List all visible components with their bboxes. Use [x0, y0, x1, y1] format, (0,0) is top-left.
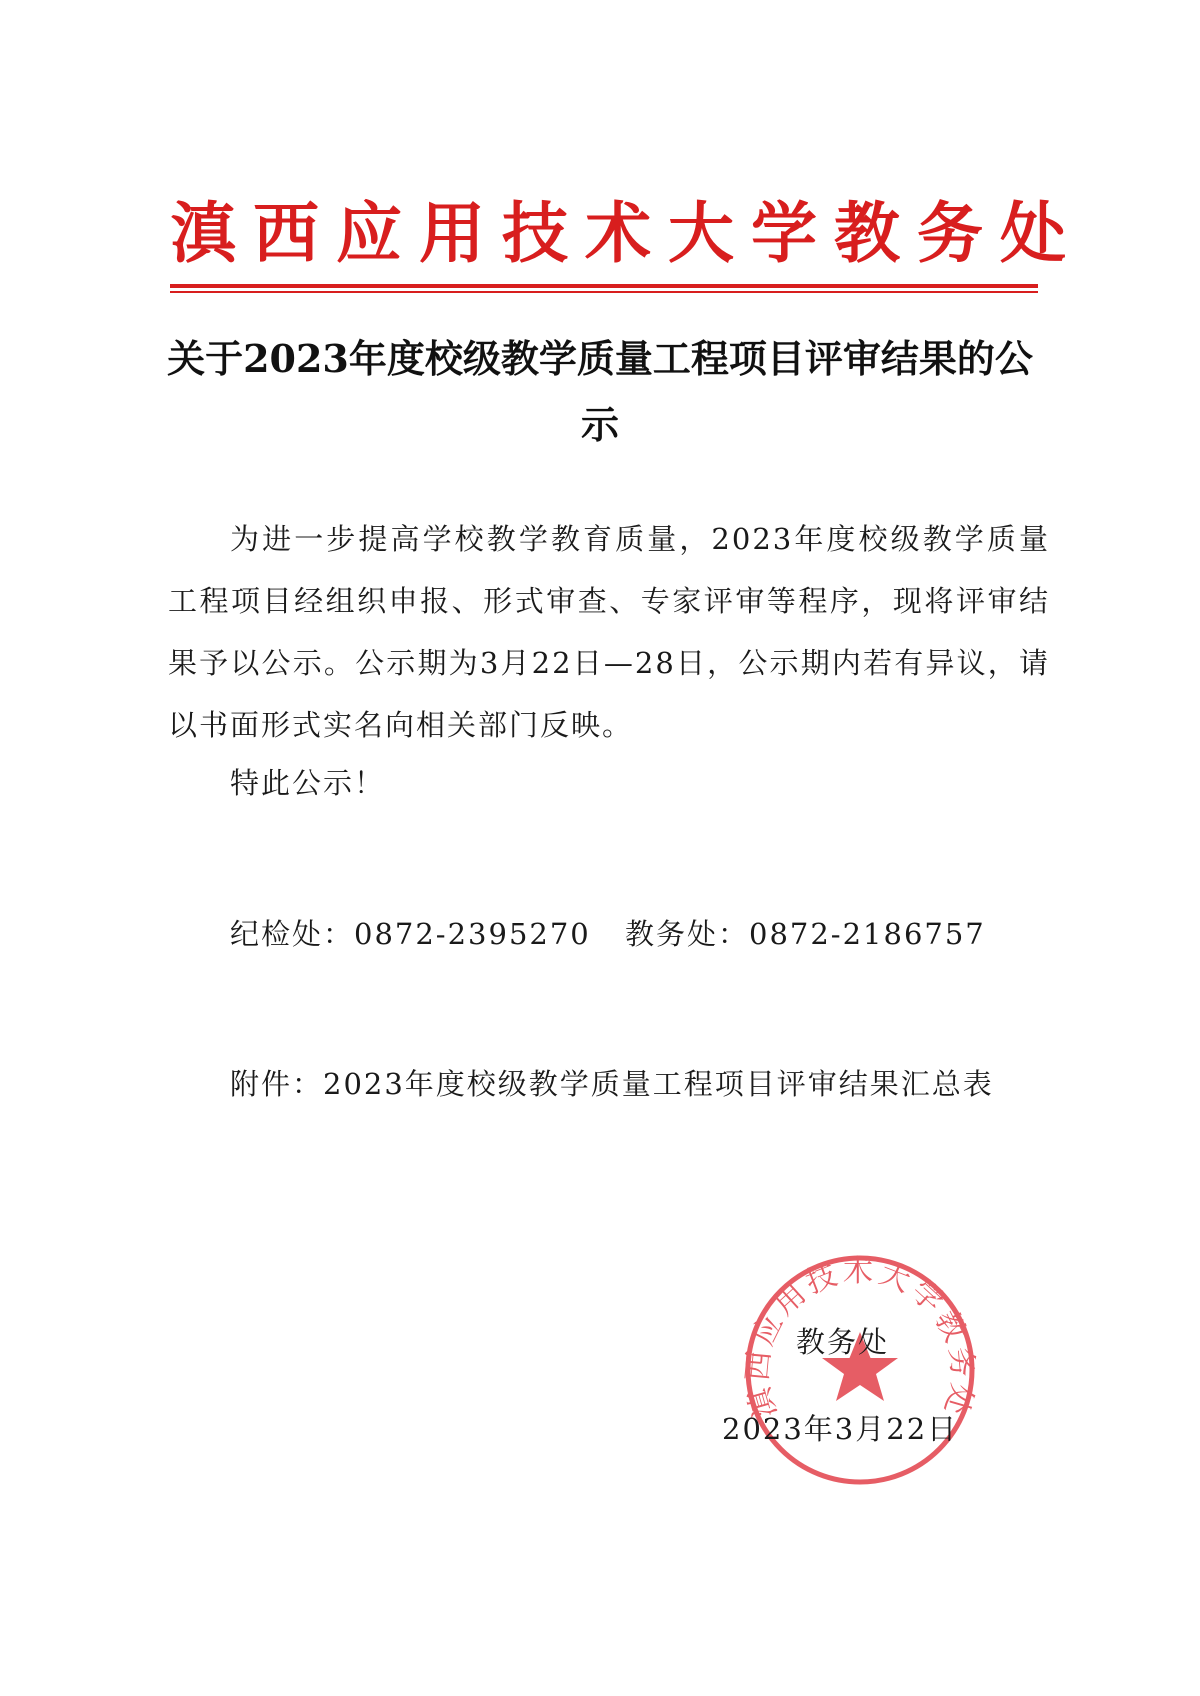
signature-org: 教务处 — [796, 1325, 890, 1359]
letterhead-rule-thick — [170, 284, 1038, 288]
attachment-line: 附件：2023年度校级教学质量工程项目评审结果汇总表 — [230, 1067, 994, 1101]
letterhead-title: 滇西应用技术大学教务处 — [170, 194, 1083, 272]
signature-date: 2023年3月22日 — [722, 1412, 959, 1446]
official-seal-icon — [740, 1250, 980, 1490]
letterhead-rule-thin — [170, 291, 1038, 293]
notice-title: 关于2023年度校级教学质量工程项目评审结果的公示 — [167, 336, 1033, 447]
closing-line: 特此公示！ — [230, 766, 386, 800]
seal-text: 滇西应用技术大学教务处 — [740, 1254, 980, 1423]
contact-discipline-office: 纪检处：0872-2395270 — [230, 917, 591, 951]
contact-academic-office: 教务处：0872-2186757 — [625, 917, 986, 951]
notice-body-paragraph: 为进一步提高学校教学教育质量，2023年度校级教学质量工程项目经组织申报、形式审查、专家评审等程序，现将评审结果予以公示。公示期为3月22日—28日，公示期内若有异议，请以书面形式实名向相关部门反映。 — [168, 522, 1050, 742]
